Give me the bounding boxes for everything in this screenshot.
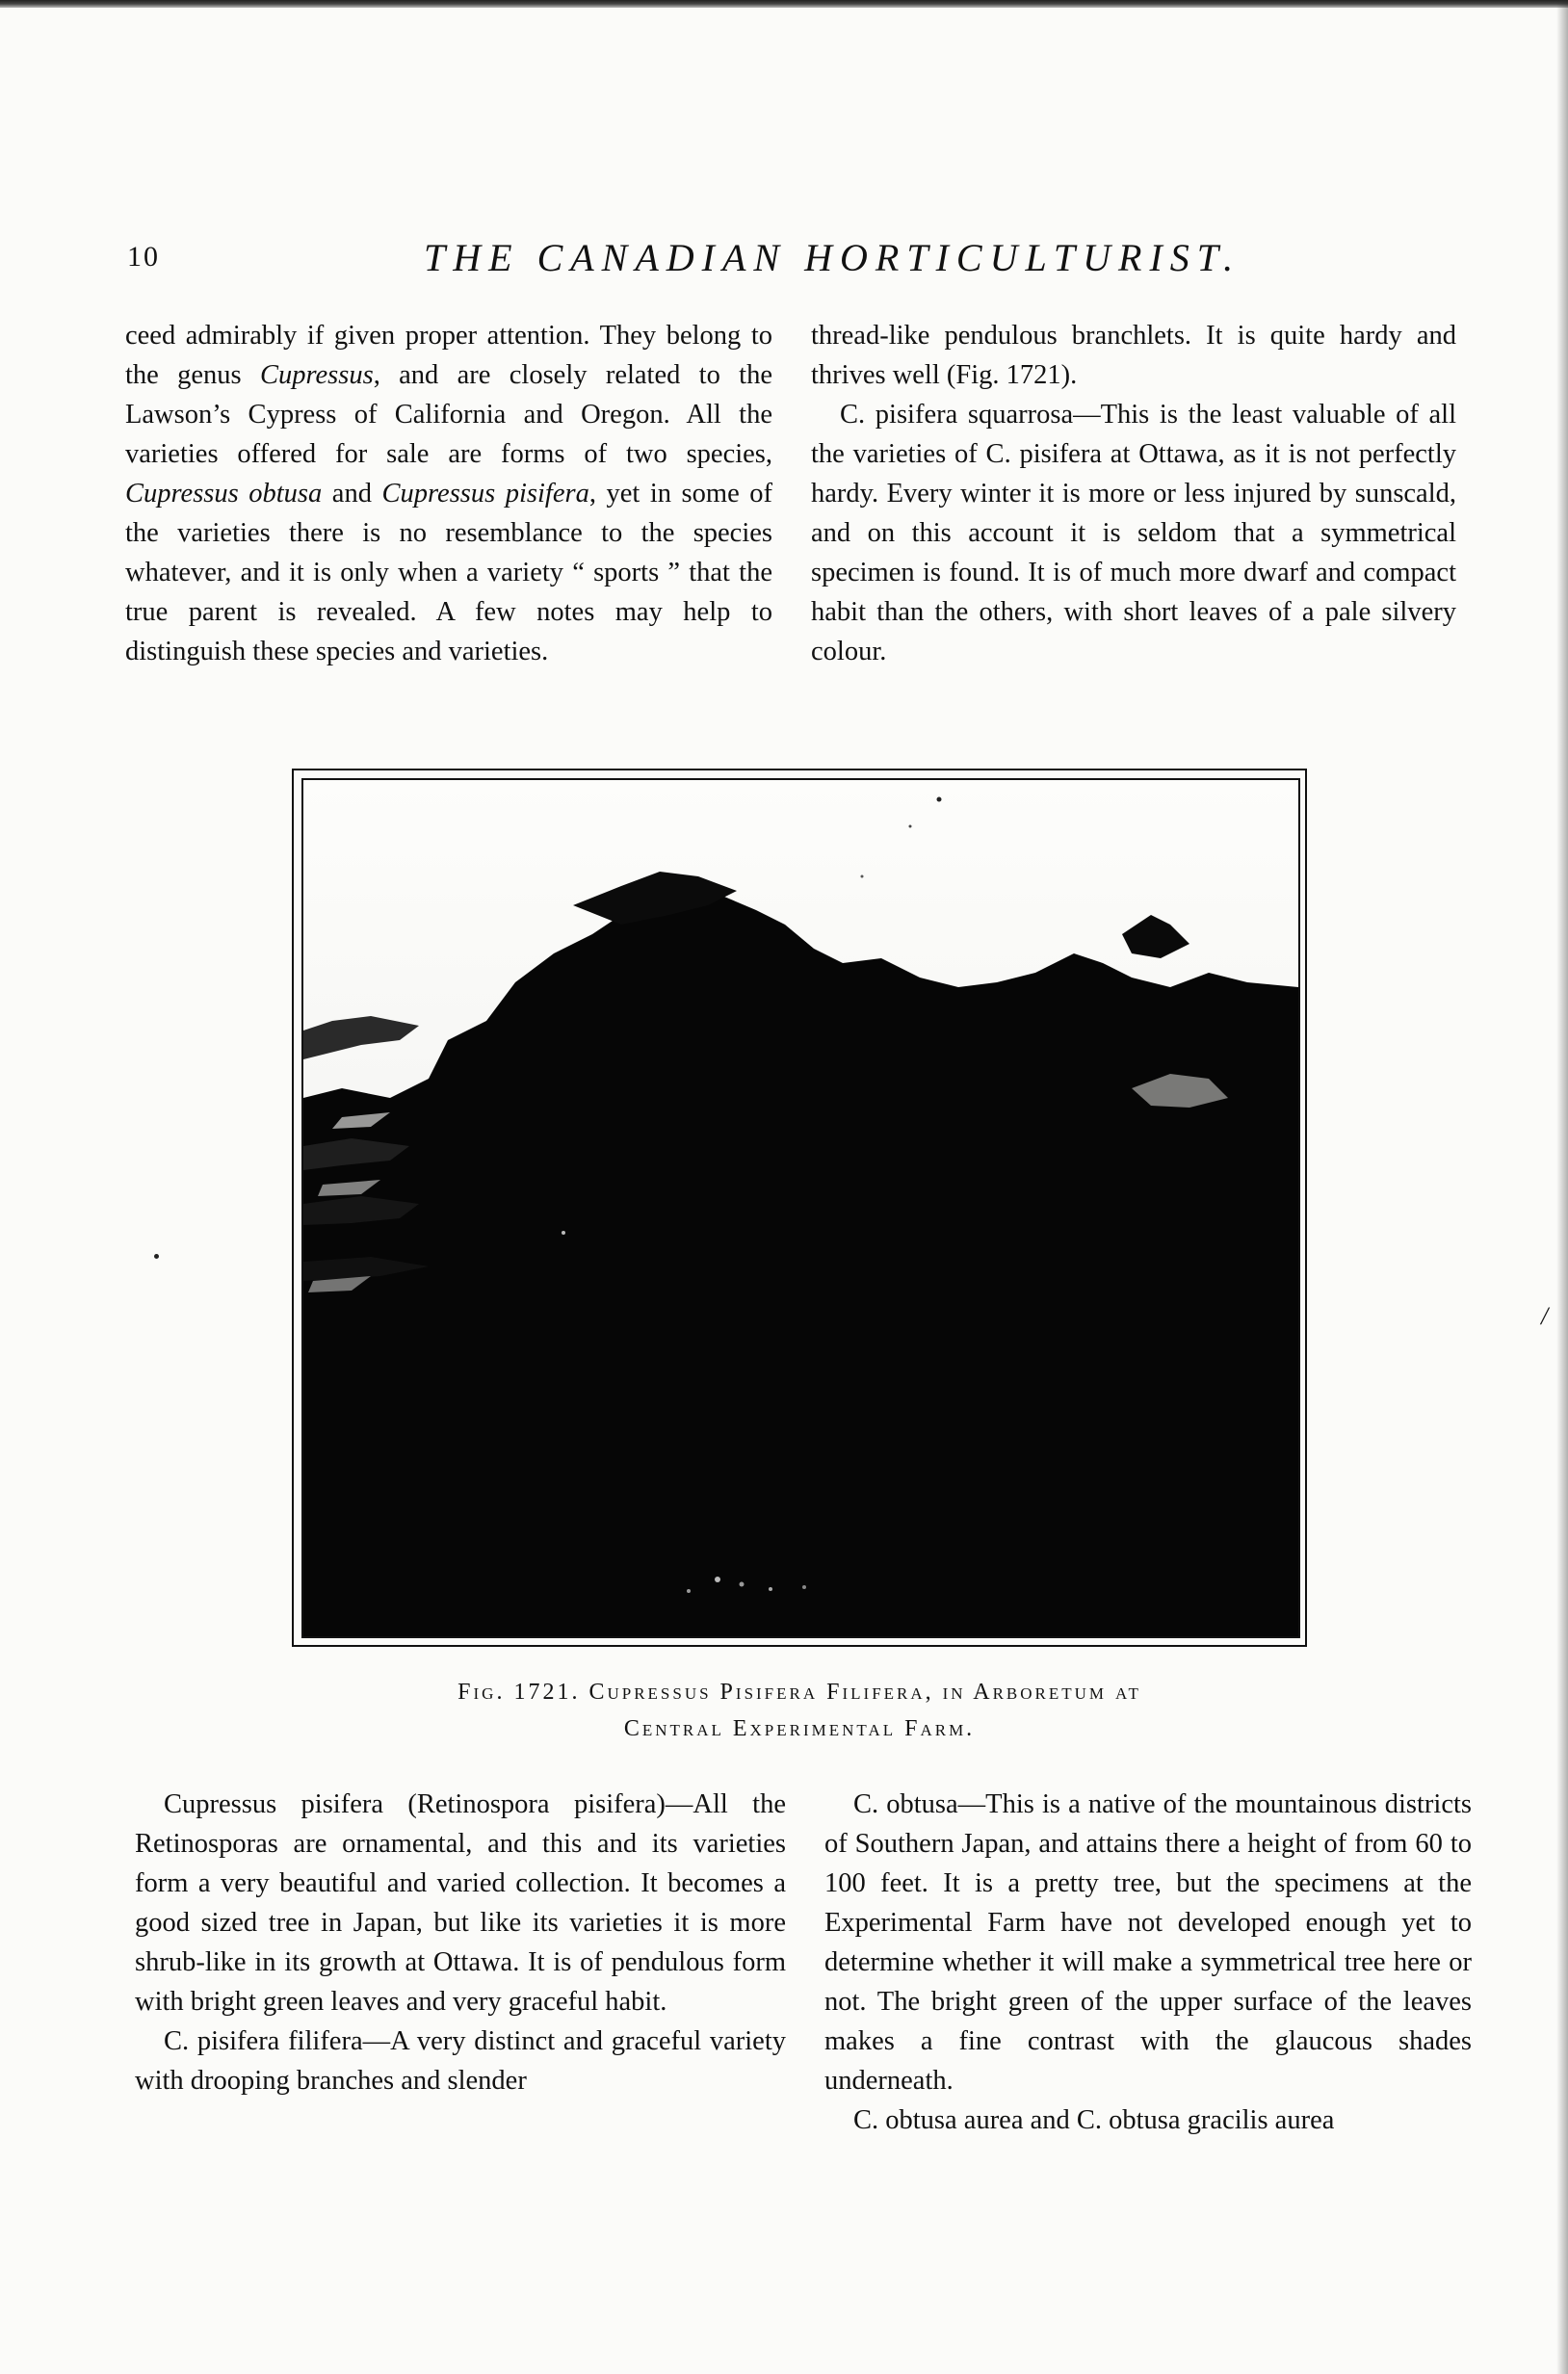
page-edge-shadow	[1556, 0, 1568, 2374]
paragraph: Cupressus pisifera (Retinospora pisifera)—All the Retinosporas are ornamental, and this and its varieties form a very beautiful and varied collection. It becomes a good sized tree in Japan, but like its varieties it is more shrub-like in its growth at Ottawa. It is of pendulous form with bright green leaves and very graceful habit.	[135, 1789, 786, 2017]
print-mark: /	[1541, 1302, 1549, 1330]
figure-caption	[289, 1674, 1310, 1747]
paragraph: ceed admirably if given proper attention. They belong to the genus Cupressus, and are closely related to the Lawson’s Cypress of California and Oregon. All the varieties offered for sale are forms of two species, Cupressus obtusa and Cupressus pisifera, yet in some of the varieties there is no resemblance to the species whatever, and it is only when a variety “ sports ” that the true parent is revealed. A few notes may help to distinguish these species and varieties.	[125, 321, 772, 666]
paragraph: C. pisifera squarrosa—This is the least valuable of all the varieties of C. pisifera at Ottawa, as it is not perfectly hardy. Every winter it is more or less injured by sunscald, and on this account it is seldom that a symmetrical specimen is found. It is of much more dwarf and compact habit than the others, with short leaves of a pale silvery colour.	[811, 400, 1456, 666]
bottom-right-column	[824, 1785, 1472, 2140]
paragraph: C. pisifera filifera—A very distinct and graceful variety with drooping branches and slender	[135, 2026, 786, 2096]
top-edge-rule	[0, 0, 1568, 8]
caption-line: Fig. 1721. Cupressus Pisifera Filifera, in Arboretum at	[457, 1680, 1141, 1705]
paragraph: C. obtusa—This is a native of the mountainous districts of Southern Japan, and attains there a height of from 60 to 100 feet. It is a pretty tree, but the specimens at the Experimental Farm have not developed enough yet to determine whether it will make a symmetrical tree here or not. The bright green of the upper surface of the leaves makes a fine contrast with the glaucous shades underneath.	[824, 1789, 1472, 2096]
figure-frame	[292, 769, 1307, 1647]
page-number: 10	[127, 241, 160, 273]
top-right-column	[811, 316, 1456, 671]
print-speck	[154, 1254, 159, 1259]
caption-line: Central Experimental Farm.	[623, 1716, 976, 1741]
top-left-column	[125, 316, 772, 671]
bottom-left-column	[135, 1785, 786, 2100]
paragraph: C. obtusa aurea and C. obtusa gracilis aurea	[853, 2105, 1335, 2135]
paragraph: thread-like pendulous branchlets. It is quite hardy and thrives well (Fig. 1721).	[811, 321, 1456, 390]
running-title: THE CANADIAN HORTICULTURIST.	[424, 236, 1241, 279]
figure-photo-cypress-tree	[301, 778, 1300, 1638]
